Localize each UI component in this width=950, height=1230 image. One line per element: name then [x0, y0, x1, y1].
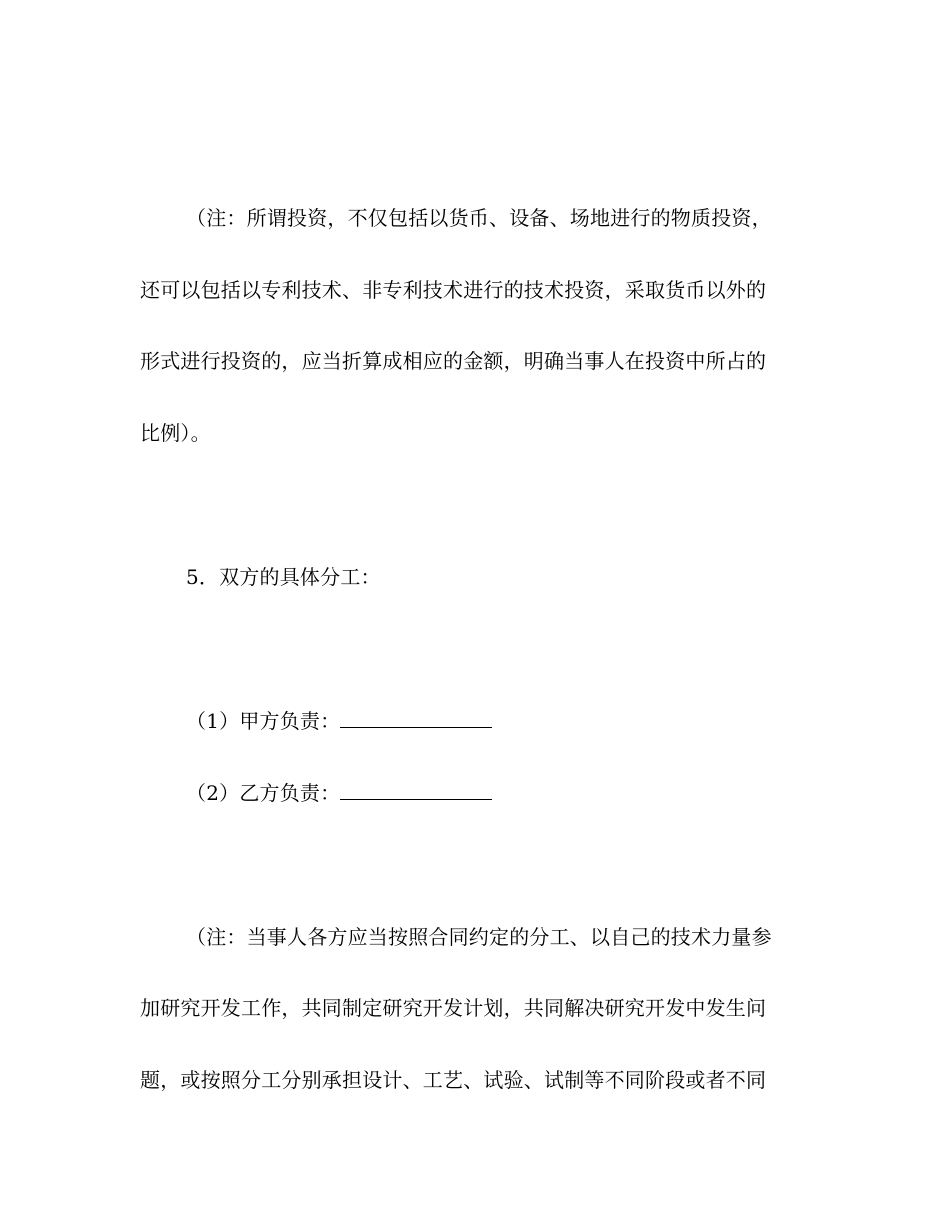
item-2	[186, 781, 866, 805]
item-1-label: （1）甲方负责：	[186, 709, 341, 733]
note2-line-2: 加研究开发工作，共同制定研究开发计划，共同解决研究开发中发生问	[140, 996, 767, 1020]
item-1-blank-field	[340, 709, 492, 728]
note1-line-4: 比例）。	[140, 421, 211, 445]
note1-line-2: 还可以包括以专利技术、非专利技术进行的技术投资，采取货币以外的	[140, 278, 767, 302]
note2-line-3: 题，或按照分工分别承担设计、工艺、试验、试制等不同阶段或者不同	[140, 1068, 767, 1092]
section5-heading: 5．双方的具体分工：	[186, 565, 381, 589]
note2-line-1: （注：当事人各方应当按照合同约定的分工、以自己的技术力量参	[186, 925, 772, 949]
item-1	[186, 709, 866, 733]
note1-line-1: （注：所谓投资，不仅包括以货币、设备、场地进行的物质投资，	[186, 206, 772, 230]
note1-line-3: 形式进行投资的，应当折算成相应的金额，明确当事人在投资中所占的	[140, 349, 767, 373]
item-2-blank-field	[340, 781, 492, 800]
item-2-label: （2）乙方负责：	[186, 781, 341, 805]
